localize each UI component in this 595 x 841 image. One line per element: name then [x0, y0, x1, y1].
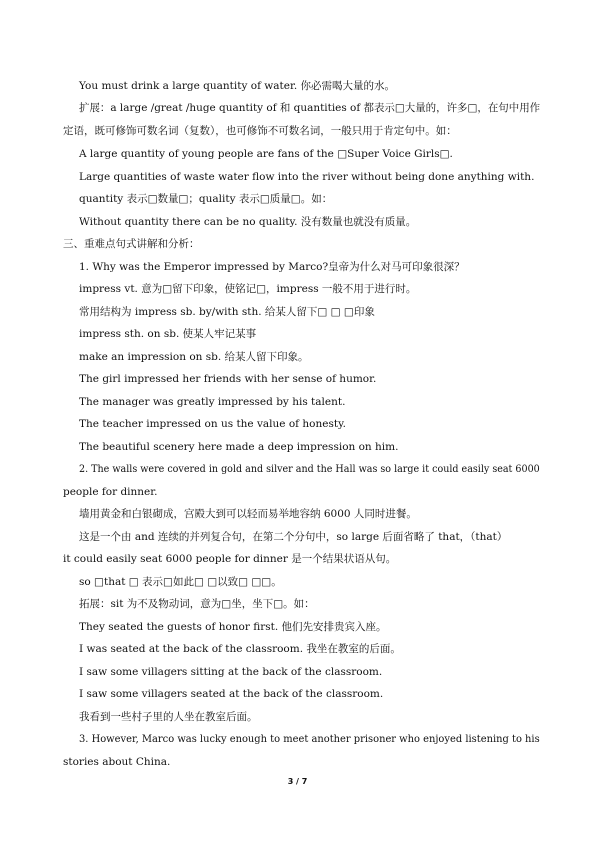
text-line: impress sth. on sb. 使某人牢记某事	[79, 328, 257, 340]
text-line: I saw some villagers seated at the back of the classroom.	[79, 688, 384, 700]
text-line: I saw some villagers sitting at the back of the classroom.	[79, 666, 383, 678]
text-line: stories about China.	[63, 756, 171, 768]
text-line: 1. Why was the Emperor impressed by Marco?皇帝为什么对马可印象很深？	[79, 261, 465, 273]
text-line: The manager was greatly impressed by his talent.	[79, 396, 346, 408]
text-line: You must drink a large quantity of water. 你必需喝大量的水。	[79, 80, 396, 92]
text-line: impress vt. 意为□留下印象，使铭记□，impress 一般不用于进行时。	[79, 283, 417, 295]
section-heading: 三、重难点句式讲解和分析：	[63, 238, 200, 250]
text-line: 拓展：sit 为不及物动词，意为□坐，坐下□。如：	[79, 598, 315, 610]
text-line: quantity 表示□数量□；quality 表示□质量□。如：	[79, 193, 333, 205]
text-line: so □that □ 表示□如此□ □以致□ □□。	[79, 576, 282, 588]
text-line: 扩展：a large /great /huge quantity of 和 quantities of 都表示□大量的，许多□，在句中用作	[79, 102, 541, 114]
text-line: The beautiful scenery here made a deep impression on him.	[79, 441, 399, 453]
text-line: They seated the guests of honor first. 他们先安排贵宾入座。	[79, 621, 387, 633]
text-line: 我看到一些村子里的人坐在教室后面。	[79, 711, 258, 723]
text-line: The girl impressed her friends with her sense of humor.	[79, 373, 377, 385]
text-line: 这是一个由 and 连续的并列复合句，在第二个分句中，so large 后面省略了 that，（that）	[79, 531, 508, 543]
text-line: 3. However, Marco was lucky enough to meet another prisoner who enjoyed listening to his	[79, 733, 540, 745]
text-line: it could easily seat 6000 people for dinner 是一个结果状语从句。	[63, 553, 397, 565]
text-line: 墙用黄金和白银砌成，宫殿大到可以轻而易举地容纳 6000 人同时进餐。	[79, 508, 417, 520]
text-line: people for dinner.	[63, 486, 158, 498]
text-line: The teacher impressed on us the value of honesty.	[79, 418, 346, 430]
page-number: 3 / 7	[287, 777, 308, 786]
text-line: I was seated at the back of the classroom. 我坐在教室的后面。	[79, 643, 401, 655]
text-line: Large quantities of waste water flow into the river without being done anything with.	[79, 171, 535, 183]
text-line: 2. The walls were covered in gold and silver and the Hall was so large it could easily seat 6000	[79, 463, 540, 475]
text-line: Without quantity there can be no quality. 没有数量也就没有质量。	[79, 216, 417, 228]
text-line: A large quantity of young people are fans of the □Super Voice Girls□.	[79, 148, 453, 160]
text-line: 定语，既可修饰可数名词（复数），也可修饰不可数名词，一般只用于肯定句中。如：	[63, 125, 457, 137]
text-line: 常用结构为 impress sb. by/with sth. 给某人留下□ □ □印象	[79, 306, 375, 318]
text-line: make an impression on sb. 给某人留下印象。	[79, 351, 309, 363]
